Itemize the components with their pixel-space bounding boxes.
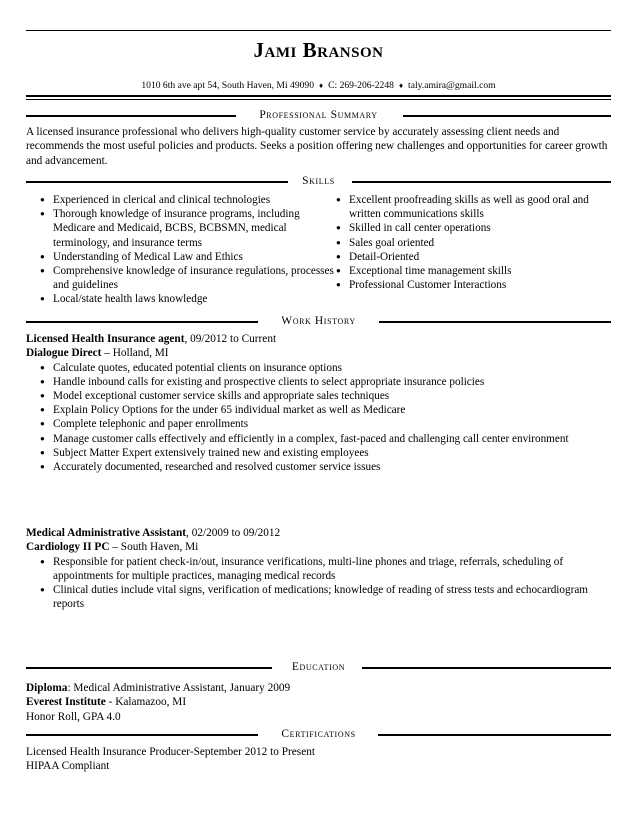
skills-left-column	[36, 193, 336, 307]
phone: C: 269-206-2248	[328, 80, 394, 91]
list-item: ● Sales goal oriented	[332, 236, 612, 250]
list-item: ● Exceptional time management skills	[332, 264, 612, 278]
job-company: Dialogue Direct	[26, 347, 102, 360]
list-item: ● Responsible for patient check-in/out, insurance verifications, multi-line phones and triage, referrals, scheduling of appointments for multiple practices, managing medical records	[36, 555, 611, 583]
top-rule	[26, 30, 611, 31]
diamond-separator-icon: ♦	[319, 81, 324, 90]
job-company: Cardiology II PC	[26, 541, 110, 554]
email[interactable]: taly.amira@gmail.com	[408, 80, 496, 91]
list-item: ● Accurately documented, researched and resolved customer service issues	[36, 460, 611, 474]
education-title: Education	[291, 661, 346, 673]
degree-value: : Medical Administrative Assistant, January 2009	[67, 682, 291, 694]
list-item: ● Manage customer calls effectively and efficiently in a complex, fast-paced and challenging call center environment	[36, 432, 611, 446]
job-2	[26, 526, 611, 611]
job-title: Medical Administrative Assistant	[26, 527, 187, 539]
address: 1010 6th ave apt 54, South Haven, Mi 49090	[141, 80, 315, 91]
school-location: - Kalamazoo, MI	[105, 696, 187, 709]
summary-text: A licensed insurance professional who delivers high-quality customer service by accurately assessing client needs and recommends the most useful policies and products. Seeks a position offering new challenges and opportunities for career growth and advancement.	[26, 126, 608, 167]
list-item: ● Excellent proofreading skills as well as good oral and written communications skills	[332, 193, 612, 221]
job-dates: , 02/2009 to 09/2012	[186, 527, 281, 539]
job-title: Licensed Health Insurance agent	[26, 333, 185, 345]
list-item: ● Explain Policy Options for the under 65 individual market as well as Medicare	[36, 403, 611, 417]
school-name: Everest Institute	[26, 696, 106, 709]
degree-label: Diploma	[26, 682, 68, 694]
summary-title: Professional Summary	[259, 109, 378, 121]
job-company-line	[26, 540, 611, 554]
honor-line: Honor Roll, GPA 4.0	[26, 710, 121, 723]
certifications-heading	[26, 727, 611, 741]
list-item: ● Professional Customer Interactions	[332, 278, 612, 292]
list-item: ● Understanding of Medical Law and Ethics	[36, 250, 336, 264]
certification-item: HIPAA Compliant	[26, 760, 110, 773]
list-item: ● Skilled in call center operations	[332, 221, 612, 235]
list-item: ● Complete telephonic and paper enrollments	[36, 417, 611, 431]
job-company-line	[26, 346, 611, 360]
diamond-separator-icon: ♦	[398, 81, 404, 90]
list-item: ● Calculate quotes, educated potential clients on insurance options	[36, 361, 611, 375]
skills-title: Skills	[302, 175, 335, 187]
list-item: ● Handle inbound calls for existing and prospective clients to select appropriate insurance policies	[36, 375, 611, 389]
certifications-block	[26, 745, 611, 774]
header-double-rule	[26, 95, 611, 100]
job-title-line	[26, 526, 611, 540]
list-item: ● Local/state health laws knowledge	[36, 292, 336, 306]
job-location: – Holland, MI	[101, 347, 169, 360]
certification-item: Licensed Health Insurance Producer-September 2012 to Present	[26, 746, 316, 758]
list-item: ● Subject Matter Expert extensively trained new and existing employees	[36, 446, 611, 460]
summary-heading	[26, 108, 611, 122]
job-location: – South Haven, Mi	[109, 541, 199, 554]
list-item: ● Comprehensive knowledge of insurance regulations, processes and guidelines	[36, 264, 336, 292]
job-1	[26, 332, 611, 474]
work-heading	[26, 314, 611, 328]
job-title-line	[26, 332, 611, 346]
certifications-title: Certifications	[281, 728, 356, 740]
degree-line	[26, 681, 611, 695]
work-title: Work History	[281, 315, 356, 327]
skills-heading	[26, 174, 611, 188]
school-line	[26, 695, 611, 709]
education-block	[26, 681, 611, 724]
skills-right-column	[332, 193, 612, 292]
education-heading	[26, 660, 611, 674]
candidate-name: Jami Branson	[253, 38, 384, 62]
contact-line	[26, 80, 611, 91]
job-dates: , 09/2012 to Current	[184, 333, 277, 345]
list-item: ● Clinical duties include vital signs, verification of medications; knowledge of reading of stress tests and echocardiogram reports	[36, 583, 611, 611]
list-item: ● Detail-Oriented	[332, 250, 612, 264]
list-item: ● Thorough knowledge of insurance programs, including Medicare and Medicaid, BCBS, BCBSMN, medical terminology, and insurance terms	[36, 207, 336, 250]
list-item: ● Model exceptional customer service skills and appropriate sales techniques	[36, 389, 611, 403]
list-item: ● Experienced in clerical and clinical technologies	[36, 193, 336, 207]
